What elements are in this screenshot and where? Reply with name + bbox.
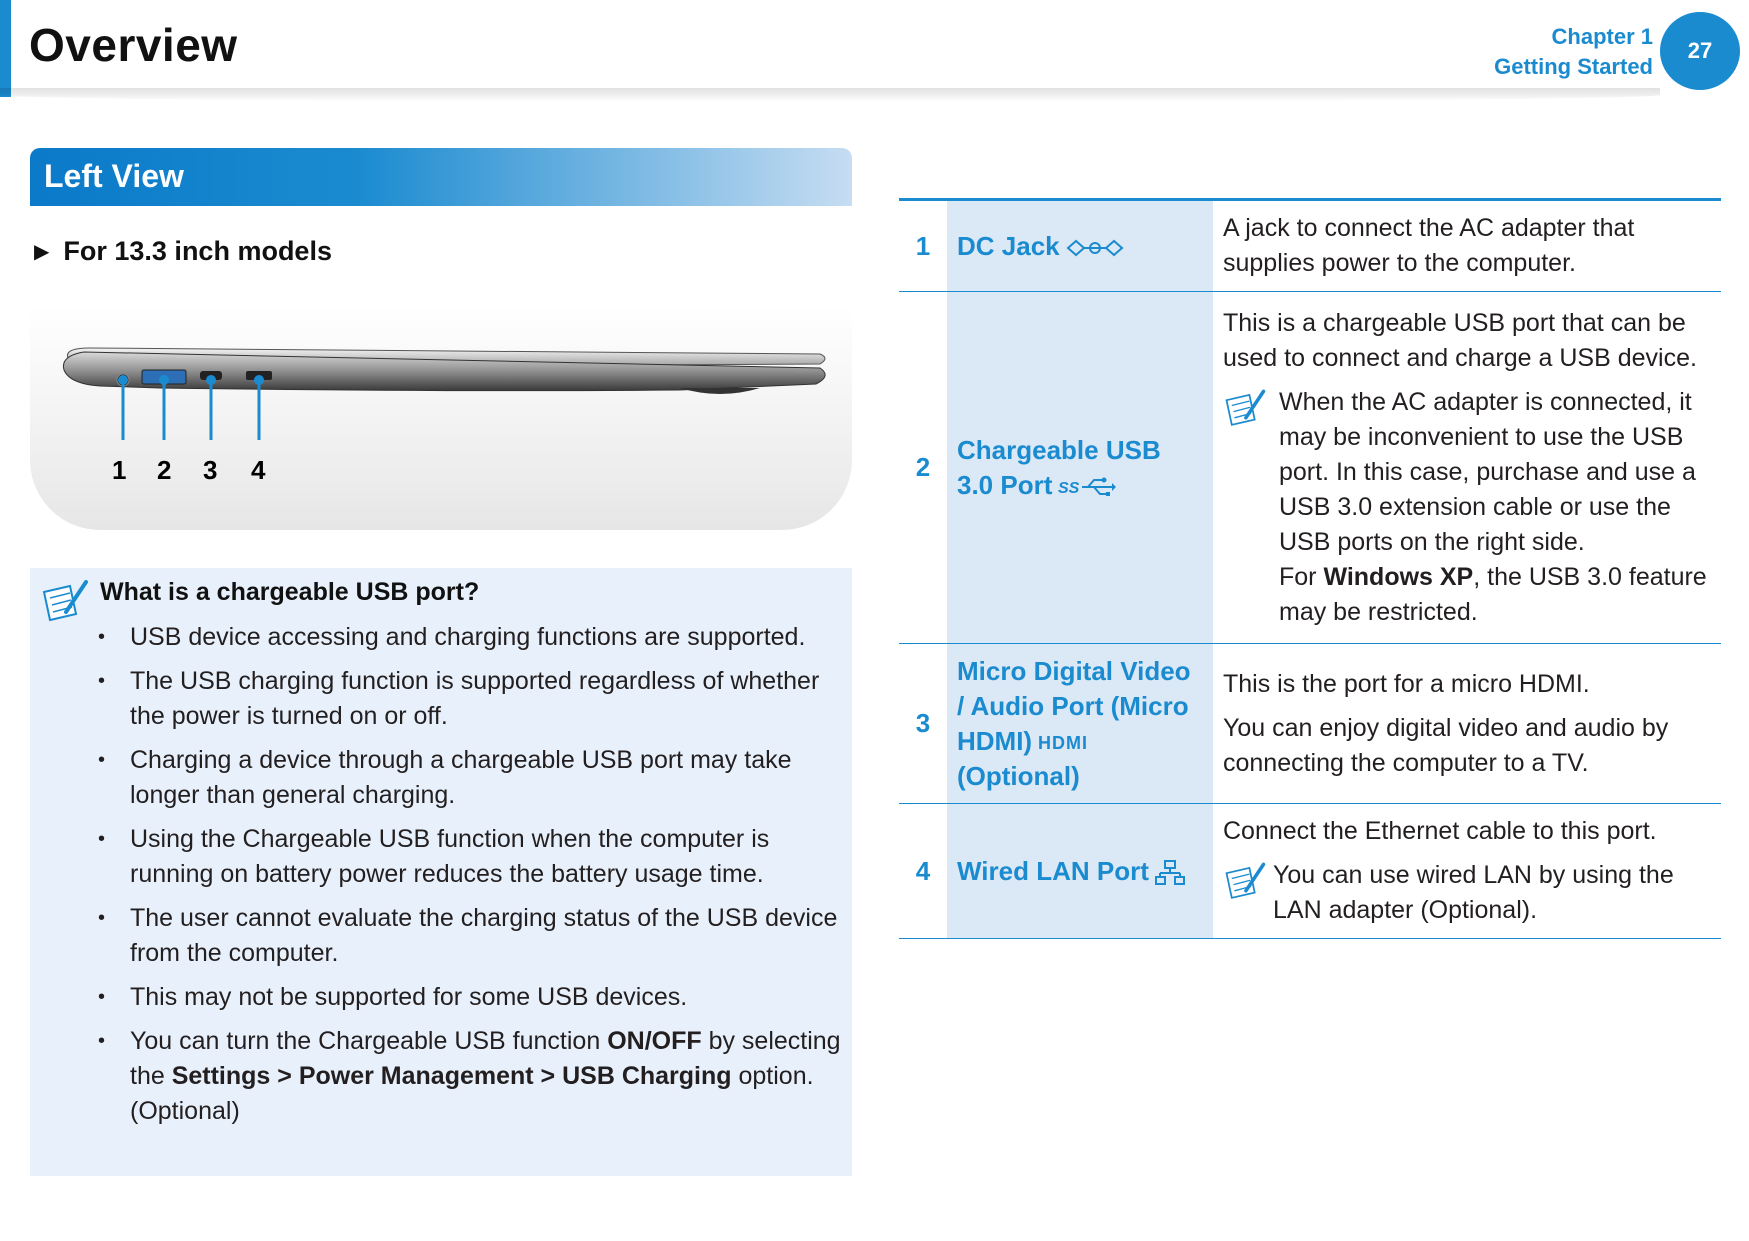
row-number: 2 — [899, 292, 947, 644]
port-name: Chargeable USB 3.0 Port SS — [947, 292, 1213, 644]
port-label-3: 3 — [203, 455, 218, 485]
row-number: 3 — [899, 644, 947, 804]
list-item: • USB device accessing and charging functions are supported. — [96, 620, 841, 655]
port-name: Wired LAN Port — [947, 804, 1213, 939]
port-name: DC Jack — [947, 200, 1213, 292]
inline-note: When the AC adapter is connected, it may be inconvenient to use the USB port. In this case, purchase and use a USB 3.0 extension cable or use the USB ports on the right side. — [1223, 385, 1717, 560]
row-number: 1 — [899, 200, 947, 292]
port-description: A jack to connect the AC adapter that supplies power to the computer. — [1213, 200, 1721, 292]
note-title: What is a chargeable USB port? — [100, 578, 480, 606]
svg-text:HDMI: HDMI — [1038, 732, 1089, 753]
triangle-right-icon: ▶ — [34, 241, 50, 263]
list-item: • You can turn the Chargeable USB function ON/OFF by selecting the Settings > Power Management > USB Charging option. (Optional) — [96, 1024, 841, 1129]
list-item: • Charging a device through a chargeable USB port may take longer than general charging. — [96, 743, 841, 813]
dc-jack-icon — [1066, 237, 1124, 259]
hdmi-icon — [1038, 733, 1116, 753]
usb3-icon — [1058, 475, 1118, 499]
list-item: • This may not be supported for some USB devices. — [96, 980, 841, 1015]
note-pen-icon — [1223, 387, 1267, 431]
list-item: • The user cannot evaluate the charging status of the USB device from the computer. — [96, 901, 841, 971]
header-accent-bar — [0, 0, 11, 97]
port-description-table — [899, 198, 1721, 939]
note-continuation: For Windows XP, the USB 3.0 feature may be restricted. — [1279, 562, 1707, 626]
note-bullet-list — [96, 620, 841, 1138]
list-item: • Using the Chargeable USB function when the computer is running on battery power reduces the battery usage time. — [96, 822, 841, 892]
note-pen-icon — [1223, 860, 1267, 904]
list-item: • The USB charging function is supported regardless of whether the power is turned on or off. — [96, 664, 841, 734]
port-description: Connect the Ethernet cable to this port. You can use wired LAN by using the LAN adapter (Optional). — [1213, 804, 1721, 939]
subsection-label: For 13.3 inch models — [63, 236, 332, 266]
port-description: This is a chargeable USB port that can be used to connect and charge a USB device. When the AC adapter is connected, it may be inconvenient to use the USB port. In this case, purchase and use a USB 3.0 extension cable or use the USB ports on the right side. For Windows XP, the USB 3.0 feature may be restricted. — [1213, 292, 1721, 644]
port-label-2: 2 — [157, 455, 172, 485]
lan-icon — [1155, 859, 1185, 887]
port-description: This is the port for a micro HDMI. You can enjoy digital video and audio by connecting the computer to a TV. — [1213, 644, 1721, 804]
table-row — [899, 644, 1721, 804]
header-divider — [0, 88, 1660, 102]
svg-text:SS: SS — [1058, 479, 1080, 497]
chapter-label — [1494, 22, 1653, 82]
table-row — [899, 292, 1721, 644]
page-title: Overview — [29, 19, 238, 71]
chapter-number: Chapter 1 — [1551, 24, 1653, 49]
subsection-title — [34, 236, 332, 267]
table-row — [899, 200, 1721, 292]
page-number-badge: 27 — [1660, 12, 1740, 90]
note-pen-icon — [40, 578, 90, 626]
laptop-left-side-illustration — [60, 340, 830, 500]
port-label-1: 1 — [112, 455, 127, 485]
row-number: 4 — [899, 804, 947, 939]
table-row — [899, 804, 1721, 939]
inline-note: You can use wired LAN by using the LAN adapter (Optional). — [1223, 858, 1717, 928]
port-name: Micro Digital Video / Audio Port (Micro HDMI) HDMI (Optional) — [947, 644, 1213, 804]
port-label-4: 4 — [251, 455, 266, 485]
chapter-name: Getting Started — [1494, 54, 1653, 79]
section-title: Left View — [44, 158, 184, 194]
